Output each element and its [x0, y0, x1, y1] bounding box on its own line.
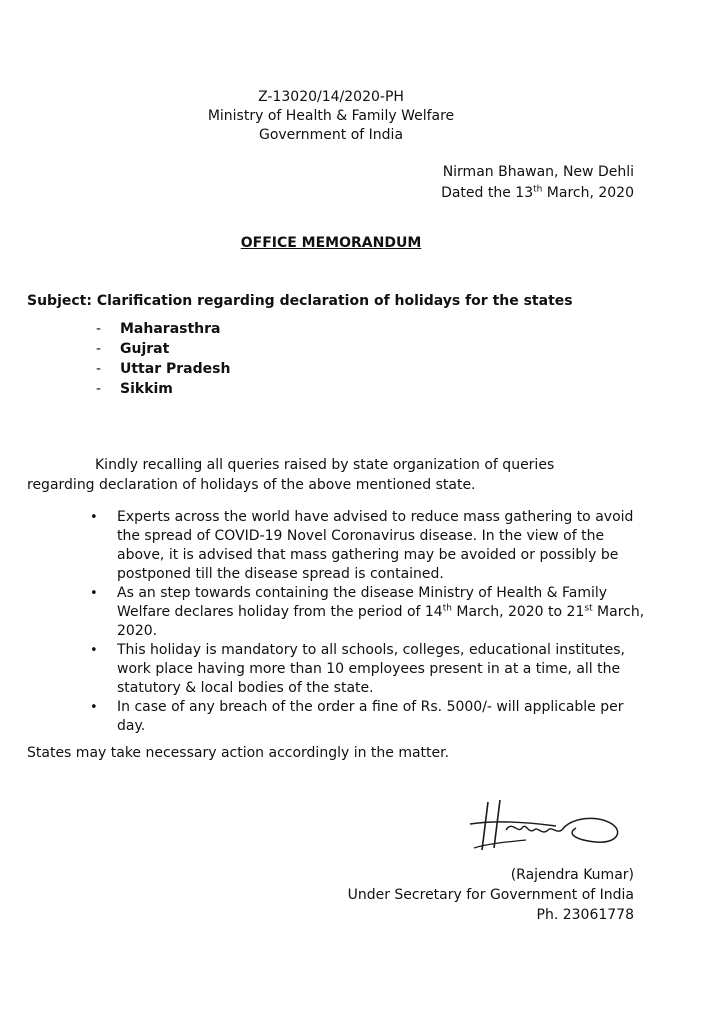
date-prefix: Dated the 13: [441, 185, 534, 201]
reference-number: Z-13020/14/2020-PH: [258, 89, 404, 105]
state-item: [96, 360, 230, 380]
ordinal: st: [584, 603, 593, 614]
date-ordinal: th: [533, 184, 543, 195]
bullet-icon: •: [90, 586, 98, 601]
state-name: Maharasthra: [120, 321, 221, 337]
bullet-item: [90, 584, 650, 641]
intro-paragraph: [27, 456, 587, 496]
date-suffix: March, 2020: [542, 185, 634, 201]
state-item: [96, 380, 230, 400]
dash-marker: -: [96, 321, 102, 337]
bullet-item: [90, 508, 650, 584]
bullet-text-part: As an step towards containing the disease Ministry of Health & Family Welfare declares holiday from the period of 14: [117, 585, 608, 620]
ministry-name: Ministry of Health & Family Welfare: [207, 108, 455, 124]
place-and-date: [441, 163, 634, 205]
subject-line: Subject: Clarification regarding declaration of holidays for the states: [27, 293, 573, 309]
bullet-text-part: March, 2020 to 21: [451, 604, 585, 620]
bullet-icon: •: [90, 643, 98, 658]
bullet-text: This holiday is mandatory to all schools, colleges, educational institutes, work place having more than 10 employees present in at a time, all the statutory & local bodies of the state.: [117, 642, 625, 696]
intro-line-1: Kindly recalling all queries raised by state organization of queries: [95, 457, 555, 473]
signatory-designation: Under Secretary for Government of India: [347, 887, 634, 903]
signature-icon: [466, 790, 626, 860]
state-item: [96, 320, 230, 340]
date-line: [441, 184, 634, 205]
bullet-text: [117, 585, 644, 639]
signatory-block: [348, 866, 634, 926]
intro-line-2: regarding declaration of holidays of the above mentioned state.: [27, 477, 476, 493]
state-name: Sikkim: [120, 381, 173, 397]
bullet-icon: •: [90, 700, 98, 715]
bullet-item: [90, 641, 650, 698]
state-item: [96, 340, 230, 360]
dash-marker: -: [96, 341, 102, 357]
government-name: Government of India: [258, 127, 404, 143]
bullet-text: In case of any breach of the order a fine of Rs. 5000/- will applicable per day.: [117, 699, 624, 734]
bullet-list: [90, 508, 650, 736]
signatory-phone: Ph. 23061778: [536, 907, 634, 923]
bullet-item: [90, 698, 650, 736]
memo-title: OFFICE MEMORANDUM: [240, 235, 422, 251]
ordinal: th: [442, 603, 452, 614]
closing-line: States may take necessary action accordingly in the matter.: [27, 745, 450, 761]
state-name: Gujrat: [120, 341, 170, 357]
location: Nirman Bhawan, New Dehli: [442, 164, 634, 180]
bullet-text-part: March, 2020.: [117, 604, 645, 639]
signatory-name: (Rajendra Kumar): [510, 867, 634, 883]
dash-marker: -: [96, 361, 102, 377]
states-list: [96, 320, 230, 400]
state-name: Uttar Pradesh: [120, 361, 231, 377]
dash-marker: -: [96, 381, 102, 397]
bullet-icon: •: [90, 510, 98, 525]
letterhead: [0, 88, 662, 145]
bullet-text: Experts across the world have advised to reduce mass gathering to avoid the spread of COVID-19 Novel Coronavirus disease. In the view of the above, it is advised that mass gathering may be avoided or possibly be postponed till the disease spread is contained.: [117, 509, 634, 582]
